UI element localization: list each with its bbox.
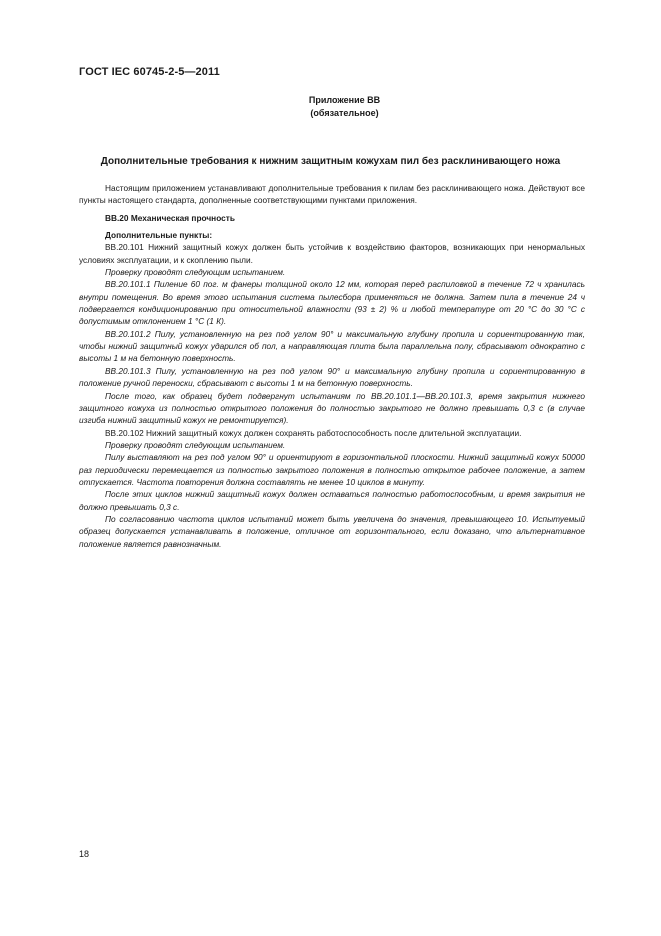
- clause-paragraph: ВВ.20.101.3 Пилу, установленную на рез под углом 90° и максимальную глубину пропила и сориентированную в положение ручной переноски, сбрасывают с высоты 1 м на бетонную поверхность.: [79, 365, 585, 389]
- clause-paragraph: ВВ.20.101 Нижний защитный кожух должен быть устойчив к воздействию факторов, возникающих при ненормальных условиях эксплуатации, и к скоплению пыли.: [79, 242, 585, 265]
- page-number: 18: [79, 849, 90, 859]
- standard-header: ГОСТ IEC 60745-2-5—2011: [79, 66, 220, 78]
- annex-label: Приложение ВВ: [308, 95, 381, 105]
- clause-paragraph: ВВ.20.101.1 Пиление 60 пог. м фанеры толщиной около 12 мм, которая перед распиловкой в течение 72 ч хранилась внутри помещения. Во время этого испытания система пылесбора применяться не должна. Затем пила в течение 24 ч подвергается кондиционированию при относительной влажности (93 ± 2) % и любой температуре от 20 °С до 30 °С с допустимым отклонением 1 °С (1 К).: [79, 279, 585, 327]
- test-procedure-paragraph: Пилу выставляют на рез под углом 90° и ориентируют в горизонтальной плоскости. Нижний защитный кожух 50000 раз периодически перемещается из полностью закрытого положения в полностью открытое рабочее положение, а затем отпускается. Частота повторения должна составлять не менее 10 циклов в минуту.: [79, 452, 585, 487]
- test-intro-paragraph: Проверку проводят следующим испытанием.: [105, 439, 286, 450]
- requirement-paragraph: После этих циклов нижний защитный кожух должен оставаться полностью работоспособным, и время закрытия не должно превышать 0,3 с.: [79, 489, 585, 512]
- clause-paragraph: ВВ.20.102 Нижний защитный кожух должен сохранять работоспособность после длительной эксплуатации.: [105, 427, 522, 438]
- intro-paragraph: Настоящим приложением устанавливают дополнительные требования к пилам без расклинивающего ножа. Действуют все пункты настоящего стандарта, дополненные соответствующими пунктами приложения.: [79, 183, 585, 206]
- additional-clauses-label: Дополнительные пункты:: [105, 230, 213, 241]
- annex-status: (обязательное): [310, 108, 379, 118]
- test-intro-paragraph: Проверку проводят следующим испытанием.: [105, 267, 286, 278]
- clause-paragraph: ВВ.20.101.2 Пилу, установленную на рез под углом 90° и максимальную глубину пропила и сориентированную так, чтобы нижний защитный кожух ударился об пол, а направляющая плита была параллельна полу, сбрасывают однократно с высоты 1 м на бетонную поверхность.: [79, 328, 585, 364]
- note-paragraph: По согласованию частота циклов испытаний может быть увеличена до значения, превышающего 10. Испытуемый образец допускается устанавливать в положение, отличное от горизонтального, если доказано, что альтернативное положение является равнозначным.: [79, 513, 585, 549]
- requirement-paragraph: После того, как образец будет подвергнут испытаниям по ВВ.20.101.1—ВВ.20.101.3, время закрытия нижнего защитного кожуха из полностью открытого положения до полностью закрытого не должно превышать 0,3 с (в случае изгиба нижний защитный кожух не ремонтируется).: [79, 390, 585, 426]
- annex-body: [79, 182, 585, 550]
- annex-title: Дополнительные требования к нижним защитным кожухам пил без расклинивающего ножа: [100, 156, 561, 167]
- section-heading: ВВ.20 Механическая прочность: [105, 212, 235, 223]
